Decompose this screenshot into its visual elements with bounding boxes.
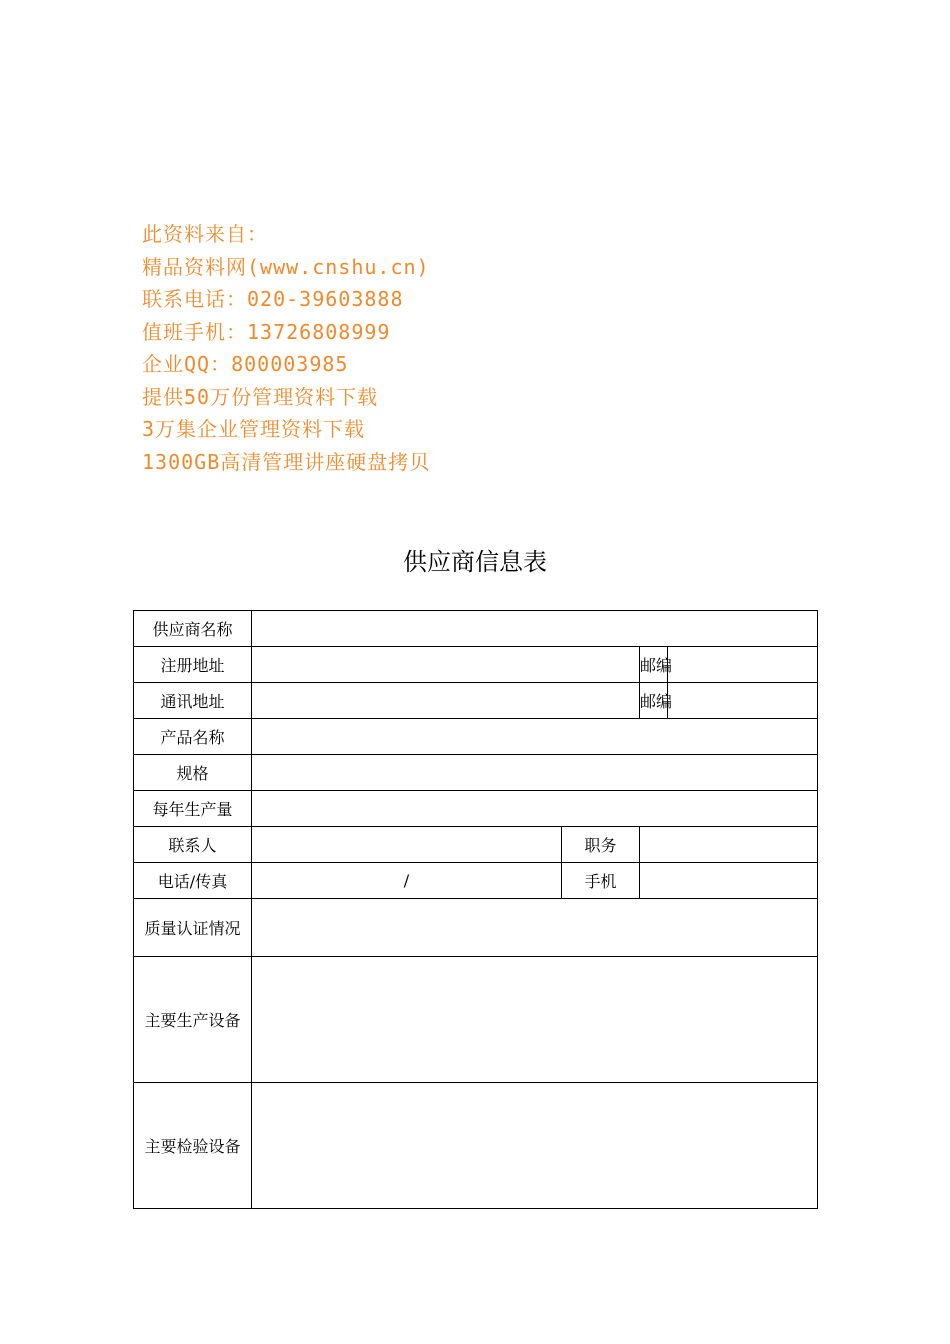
supplier-name-field[interactable] bbox=[252, 611, 818, 647]
phone-fax-field[interactable]: / bbox=[252, 863, 562, 899]
promo-line-offer-1: 提供50万份管理资料下载 bbox=[142, 384, 379, 409]
table-row bbox=[134, 611, 818, 647]
label-registered-address: 注册地址 bbox=[134, 647, 252, 683]
label-main-production-equipment: 主要生产设备 bbox=[134, 957, 252, 1083]
table-row bbox=[134, 683, 818, 719]
promo-line-offer-2: 3万集企业管理资料下载 bbox=[142, 417, 366, 441]
label-position: 职务 bbox=[562, 827, 640, 863]
label-main-inspection-equipment: 主要检验设备 bbox=[134, 1083, 252, 1209]
quality-certification-field[interactable] bbox=[252, 899, 818, 957]
registered-postcode-field[interactable] bbox=[668, 647, 818, 683]
registered-address-field[interactable] bbox=[252, 647, 640, 683]
promo-block bbox=[142, 218, 642, 478]
table-row bbox=[134, 1083, 818, 1209]
table-row bbox=[134, 647, 818, 683]
main-inspection-equipment-field[interactable] bbox=[252, 1083, 818, 1209]
promo-line-offer-3: 1300GB高清管理讲座硬盘拷贝 bbox=[142, 449, 431, 474]
mailing-address-field[interactable] bbox=[252, 683, 640, 719]
promo-line-mobile: 值班手机：13726808999 bbox=[142, 319, 391, 344]
promo-line-phone: 联系电话：020-39603888 bbox=[142, 287, 404, 311]
table-row bbox=[134, 957, 818, 1083]
label-annual-output: 每年生产量 bbox=[134, 791, 252, 827]
table-row bbox=[134, 863, 818, 899]
table-row bbox=[134, 827, 818, 863]
specification-field[interactable] bbox=[252, 755, 818, 791]
label-registered-postcode: 邮编 bbox=[640, 647, 668, 683]
product-name-field[interactable] bbox=[252, 719, 818, 755]
table-row bbox=[134, 791, 818, 827]
supplier-info-table bbox=[133, 610, 818, 1209]
main-production-equipment-field[interactable] bbox=[252, 957, 818, 1083]
promo-line-website: 精品资料网(www.cnshu.cn) bbox=[142, 254, 430, 279]
contact-person-field[interactable] bbox=[252, 827, 562, 863]
label-specification: 规格 bbox=[134, 755, 252, 791]
table-row bbox=[134, 719, 818, 755]
form-title: 供应商信息表 bbox=[403, 548, 547, 576]
label-mailing-postcode: 邮编 bbox=[640, 683, 668, 719]
label-phone-fax: 电话/传真 bbox=[134, 863, 252, 899]
mailing-postcode-field[interactable] bbox=[668, 683, 818, 719]
label-mobile: 手机 bbox=[562, 863, 640, 899]
promo-line-qq: 企业QQ：800003985 bbox=[142, 352, 349, 376]
mobile-field[interactable] bbox=[640, 863, 818, 899]
label-product-name: 产品名称 bbox=[134, 719, 252, 755]
table-row bbox=[134, 899, 818, 957]
label-mailing-address: 通讯地址 bbox=[134, 683, 252, 719]
position-field[interactable] bbox=[640, 827, 818, 863]
label-quality-certification: 质量认证情况 bbox=[134, 899, 252, 957]
annual-output-field[interactable] bbox=[252, 791, 818, 827]
label-supplier-name: 供应商名称 bbox=[134, 611, 252, 647]
table-row bbox=[134, 755, 818, 791]
promo-line-source: 此资料来自： bbox=[142, 222, 268, 246]
label-contact-person: 联系人 bbox=[134, 827, 252, 863]
